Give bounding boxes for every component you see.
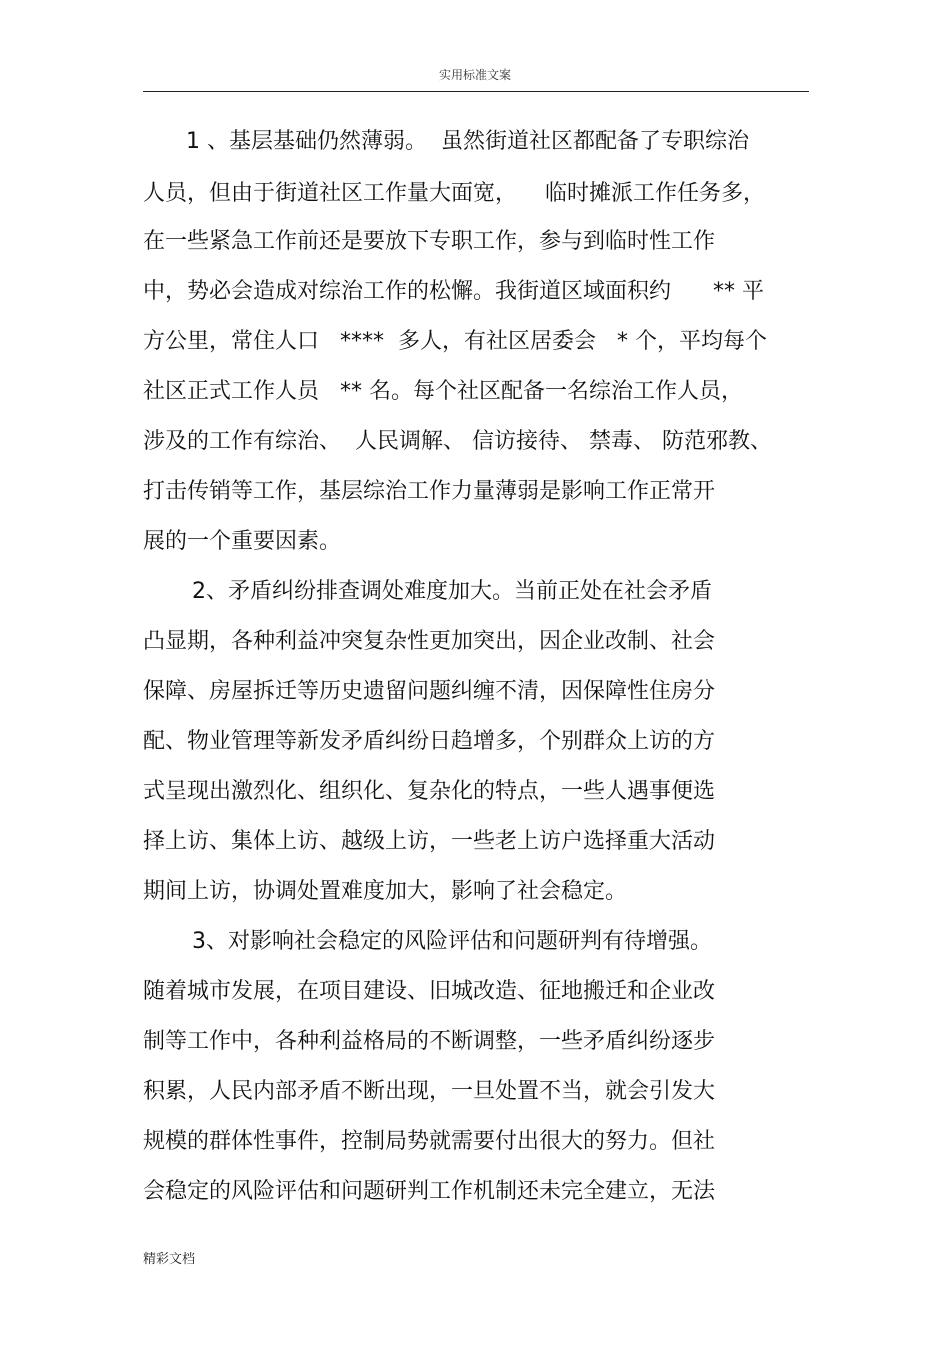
paragraph-1-line-8: 打击传销等工作，基层综治工作力量薄弱是影响工作正常开: [143, 479, 716, 504]
paragraph-1-line-5: 方公里，常住人口 **** 多人，有社区居委会 * 个，平均每个: [143, 329, 767, 354]
paragraph-1-line-4: 中，势必会造成对综治工作的松懈。我街道区域面积约 ** 平: [143, 279, 764, 304]
paragraph-3-line-1: 3、对影响社会稳定的风险评估和问题研判有待增强。: [192, 929, 712, 954]
paragraph-1-line-2: 人员，但由于街道社区工作量大面宽， 临时摊派工作任务多，: [143, 181, 765, 206]
paragraph-1-line-3: 在一些紧急工作前还是要放下专职工作，参与到临时性工作: [143, 229, 716, 254]
paragraph-1-line-9: 展的一个重要因素。: [143, 529, 342, 554]
paragraph-3-line-4: 积累，人民内部矛盾不断出现，一旦处置不当，就会引发大: [143, 1079, 716, 1104]
page-header: 实用标准文案: [438, 68, 511, 82]
paragraph-2-line-2: 凸显期，各种利益冲突复杂性更加突出，因企业改制、社会: [143, 629, 716, 654]
paragraph-3-line-3: 制等工作中，各种利益格局的不断调整，一些矛盾纠纷逐步: [143, 1029, 716, 1054]
paragraph-1-line-7: 涉及的工作有综治、 人民调解、 信访接待、 禁毒、 防范邪教、: [143, 429, 772, 454]
paragraph-1-line-6: 社区正式工作人员 ** 名。每个社区配备一名综治工作人员，: [143, 379, 743, 404]
paragraph-2-line-1: 2、矛盾纠纷排查调处难度加大。当前正处在社会矛盾: [192, 579, 712, 604]
header-divider: [143, 91, 809, 92]
paragraph-1-line-1: 1 、基层基础仍然薄弱。 虽然街道社区都配备了专职综治: [186, 129, 749, 154]
paragraph-2-line-5: 式呈现出激烈化、组织化、复杂化的特点，一些人遇事便选: [143, 779, 716, 804]
page-footer: 精彩文档: [143, 1252, 196, 1267]
paragraph-3-line-5: 规模的群体性事件，控制局势就需要付出很大的努力。但社: [143, 1129, 716, 1154]
paragraph-2-line-6: 择上访、集体上访、越级上访，一些老上访户选择重大活动: [143, 829, 716, 854]
paragraph-3-line-2: 随着城市发展，在项目建设、旧城改造、征地搬迁和企业改: [143, 979, 716, 1004]
paragraph-2-line-3: 保障、房屋拆迁等历史遗留问题纠缠不清，因保障性住房分: [143, 679, 716, 704]
paragraph-3-line-6: 会稳定的风险评估和问题研判工作机制还未完全建立，无法: [143, 1179, 716, 1204]
paragraph-2-line-4: 配、物业管理等新发矛盾纠纷日趋增多，个别群众上访的方: [143, 729, 716, 754]
paragraph-2-line-7: 期间上访，协调处置难度加大，影响了社会稳定。: [143, 879, 628, 904]
